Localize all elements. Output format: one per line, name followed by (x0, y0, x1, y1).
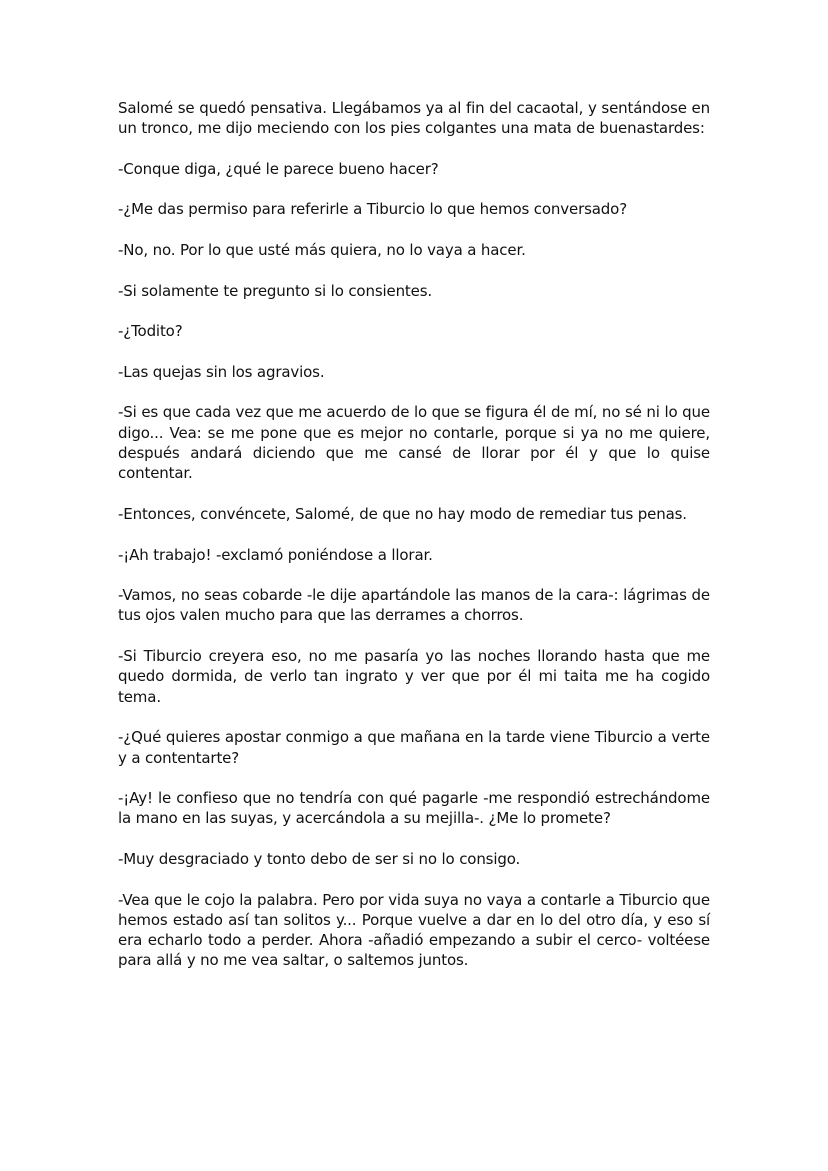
paragraph: -¿Todito? (118, 322, 183, 341)
paragraph: -Entonces, convéncete, Salomé, de que no hay modo de remediar tus penas. (118, 504, 687, 523)
paragraph: -Conque diga, ¿qué le parece bueno hacer? (118, 159, 439, 178)
paragraph: -Si solamente te pregunto si lo consientes. (118, 281, 433, 300)
paragraph: -Vamos, no seas cobarde -le dije apartándole las manos de la cara-: lágrimas de tus ojos valen mucho para que las derrames a chorros. (118, 586, 710, 625)
paragraph: -¡Ah trabajo! -exclamó poniéndose a llorar. (118, 545, 433, 564)
paragraph: -¿Me das permiso para referirle a Tiburcio lo que hemos conversado? (118, 200, 628, 219)
paragraph: -Si Tiburcio creyera eso, no me pasaría yo las noches llorando hasta que me quedo dormida, de verlo tan ingrato y ver que por él mi taita me ha cogido tema. (118, 647, 710, 706)
document-page (118, 98, 710, 991)
paragraph: -Las quejas sin los agravios. (118, 362, 325, 381)
paragraph: -Si es que cada vez que me acuerdo de lo que se figura él de mí, no sé ni lo que digo... Vea: se me pone que es mejor no contarle, porque si ya no me quiere, después andará diciendo que me cansé de llorar por él y que lo quise contentar. (118, 403, 710, 483)
paragraph: -Vea que le cojo la palabra. Pero por vida suya no vaya a contarle a Tiburcio que hemos estado así tan solitos y... Porque vuelve a dar en lo del otro día, y eso sí era echarlo todo a perder. Ahora -añadió empezando a subir el cerco- voltéese para allá y no me vea saltar, o saltemos juntos. (118, 890, 710, 970)
paragraph: -No, no. Por lo que usté más quiera, no lo vaya a hacer. (118, 241, 526, 260)
paragraph: Salomé se quedó pensativa. Llegábamos ya al fin del cacaotal, y sentándose en un tronco, me dijo meciendo con los pies colgantes una mata de buenastardes: (118, 99, 710, 138)
paragraph: -¡Ay! le confieso que no tendría con qué pagarle -me respondió estrechándome la mano en las suyas, y acercándola a su mejilla-. ¿Me lo promete? (118, 789, 710, 828)
paragraph: -¿Qué quieres apostar conmigo a que mañana en la tarde viene Tiburcio a verte y a contentarte? (118, 728, 710, 767)
paragraph: -Muy desgraciado y tonto debo de ser si no lo consigo. (118, 849, 521, 868)
